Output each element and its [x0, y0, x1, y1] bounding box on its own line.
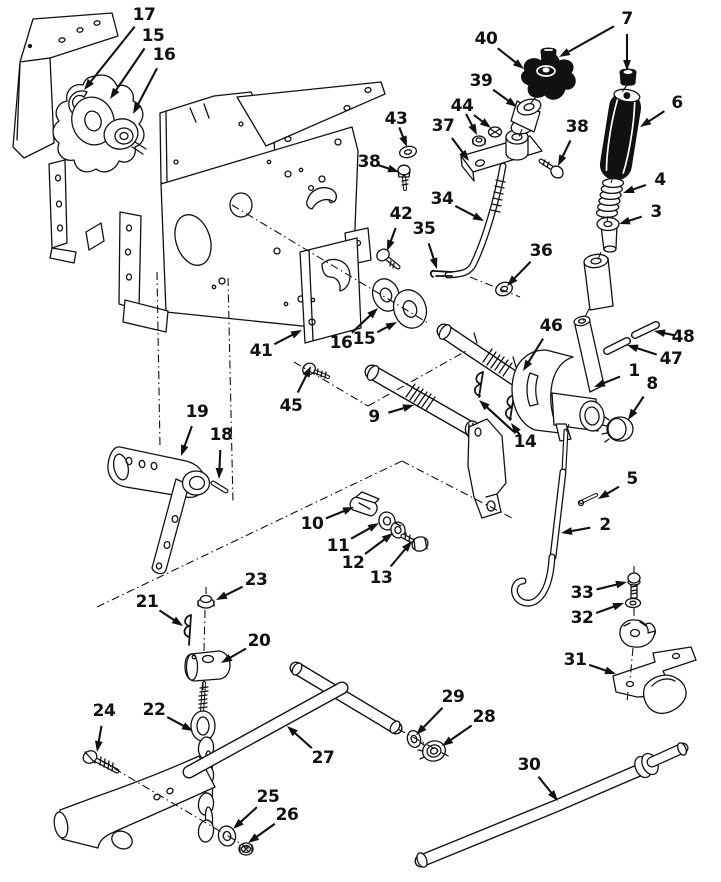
cam-knob-17-washer-15-bushing-16 — [53, 75, 146, 172]
part-number-47: 47 — [659, 349, 683, 369]
part-number-5: 5 — [626, 469, 638, 489]
part-number-33: 33 — [570, 583, 594, 603]
part-number-29: 29 — [441, 687, 465, 707]
callout-32 — [571, 603, 624, 628]
callout-35 — [413, 219, 438, 269]
callout-19 — [181, 402, 208, 456]
part-number-38L: 38 — [357, 152, 381, 172]
callout-34 — [431, 189, 484, 221]
callout-22 — [143, 700, 193, 731]
part-number-20: 20 — [247, 631, 271, 651]
callout-20 — [221, 631, 271, 663]
callout-24 — [93, 701, 116, 752]
lift-rod-2 — [514, 431, 566, 603]
pin-5 — [579, 495, 597, 506]
rod-30 — [415, 742, 688, 869]
callout-18 — [210, 425, 233, 479]
callout-10 — [301, 507, 354, 534]
part-number-34: 34 — [430, 189, 454, 209]
callout-28 — [442, 707, 495, 746]
link-plate — [468, 419, 506, 518]
hub — [183, 471, 210, 495]
part-number-39: 39 — [469, 71, 493, 91]
callout-12 — [342, 533, 393, 573]
cotter-pin-21 — [185, 615, 192, 645]
part-number-21: 21 — [135, 592, 159, 612]
nut-44b — [489, 127, 502, 137]
lever-19-group — [108, 447, 210, 574]
part-number-28: 28 — [472, 707, 496, 727]
part-number-42: 42 — [389, 204, 413, 224]
callout-44 — [451, 96, 491, 135]
part-number-11: 11 — [326, 536, 350, 556]
shaft-9 — [365, 364, 480, 434]
part-number-46: 46 — [539, 316, 563, 336]
part-number-45: 45 — [279, 396, 303, 416]
part-number-17: 17 — [132, 5, 156, 25]
callout-31 — [564, 650, 616, 674]
lever-tube — [575, 318, 604, 392]
part-number-16b: 16 — [329, 333, 353, 353]
clamp-group — [613, 573, 696, 713]
tube-upper — [583, 253, 613, 310]
callout-38R — [558, 117, 588, 166]
callout-25 — [233, 787, 279, 829]
bolt-24 — [81, 748, 117, 771]
nut-23 — [198, 596, 214, 609]
callout-39 — [470, 71, 517, 107]
bracket-31 — [613, 647, 696, 713]
flange-bushing-28 — [418, 738, 448, 763]
part-number-27: 27 — [311, 748, 335, 768]
bolt-38-right — [541, 160, 566, 180]
part-number-7: 7 — [621, 9, 633, 29]
part-number-19: 19 — [185, 402, 209, 422]
part-number-16a: 16 — [152, 45, 176, 65]
part-number-13: 13 — [369, 568, 393, 588]
cap-7-knob — [541, 48, 556, 64]
pin-47 — [607, 341, 627, 351]
callout-9 — [368, 404, 414, 427]
part-number-3: 3 — [650, 202, 662, 222]
nut-44a — [473, 136, 486, 146]
callout-26 — [248, 805, 298, 843]
cross-pin — [290, 661, 402, 734]
callout-2 — [561, 515, 611, 535]
part-number-23: 23 — [244, 570, 268, 590]
part-number-8: 8 — [646, 374, 658, 394]
callout-4 — [623, 170, 666, 193]
callout-33 — [571, 581, 627, 603]
bolt-42 — [375, 247, 398, 268]
washer-32 — [626, 599, 641, 608]
part-number-25: 25 — [256, 787, 280, 807]
rod-34 — [448, 166, 505, 275]
part-number-48: 48 — [671, 327, 695, 347]
callout-11 — [327, 523, 379, 556]
spacer-39 — [509, 97, 542, 137]
callout-48 — [654, 327, 694, 347]
part-number-30: 30 — [517, 755, 541, 775]
part-number-12: 12 — [341, 553, 365, 573]
part-number-6: 6 — [671, 93, 683, 113]
part-number-15b: 15 — [352, 329, 376, 349]
pin-18 — [213, 483, 226, 491]
part-number-32: 32 — [570, 608, 594, 628]
clip-10 — [350, 492, 379, 516]
part-number-1: 1 — [628, 361, 640, 381]
callout-5 — [598, 469, 638, 499]
plunger-3 — [597, 218, 619, 253]
part-number-24: 24 — [92, 701, 116, 721]
callout-36 — [507, 241, 552, 286]
part-number-2: 2 — [599, 515, 611, 535]
pin-48 — [635, 325, 656, 335]
callout-29 — [416, 687, 464, 735]
callout-27 — [287, 726, 334, 768]
callout-23 — [216, 570, 267, 600]
bolt-45 — [301, 361, 328, 378]
washer-43 — [399, 145, 418, 159]
part-number-31: 31 — [563, 650, 587, 670]
part-number-26: 26 — [275, 805, 299, 825]
callout-37 — [432, 116, 469, 161]
part-number-35: 35 — [412, 219, 436, 239]
screw-33 — [628, 573, 640, 598]
callout-30 — [518, 755, 558, 801]
callout-45 — [280, 366, 311, 416]
callout-6 — [640, 93, 683, 127]
trunnion-20 — [185, 651, 230, 681]
callout-40 — [475, 29, 524, 69]
part-number-43: 43 — [384, 109, 408, 129]
callout-21 — [136, 592, 183, 626]
callout-13 — [370, 541, 412, 588]
part-number-37: 37 — [431, 116, 455, 136]
part-number-18: 18 — [209, 425, 233, 445]
cap-7-handle — [620, 69, 636, 85]
upper-bracket-37-group — [431, 48, 575, 298]
part-number-22: 22 — [142, 700, 166, 720]
part-number-40: 40 — [474, 29, 498, 49]
cap-8 — [602, 417, 633, 442]
part-number-36: 36 — [529, 241, 553, 261]
boss — [506, 130, 528, 160]
bolt-38-left — [398, 165, 410, 189]
part-number-38R: 38 — [565, 117, 589, 137]
callout-3 — [619, 202, 662, 224]
spring-4 — [597, 179, 624, 218]
callout-38L — [358, 152, 399, 172]
part-number-10: 10 — [300, 514, 324, 534]
hairpin-14a — [475, 372, 483, 397]
part-number-4: 4 — [654, 170, 666, 190]
part-number-41: 41 — [249, 341, 273, 361]
part-number-14: 14 — [513, 432, 537, 452]
callout-42 — [387, 204, 412, 251]
clamp-clip — [620, 620, 657, 647]
part-number-15a: 15 — [141, 26, 165, 46]
callout-41 — [250, 330, 302, 361]
handle-grip-6 — [598, 87, 643, 182]
part-number-9: 9 — [368, 407, 380, 427]
part-number-44: 44 — [450, 96, 474, 116]
nut-26 — [239, 843, 253, 855]
callout-43 — [385, 109, 408, 147]
